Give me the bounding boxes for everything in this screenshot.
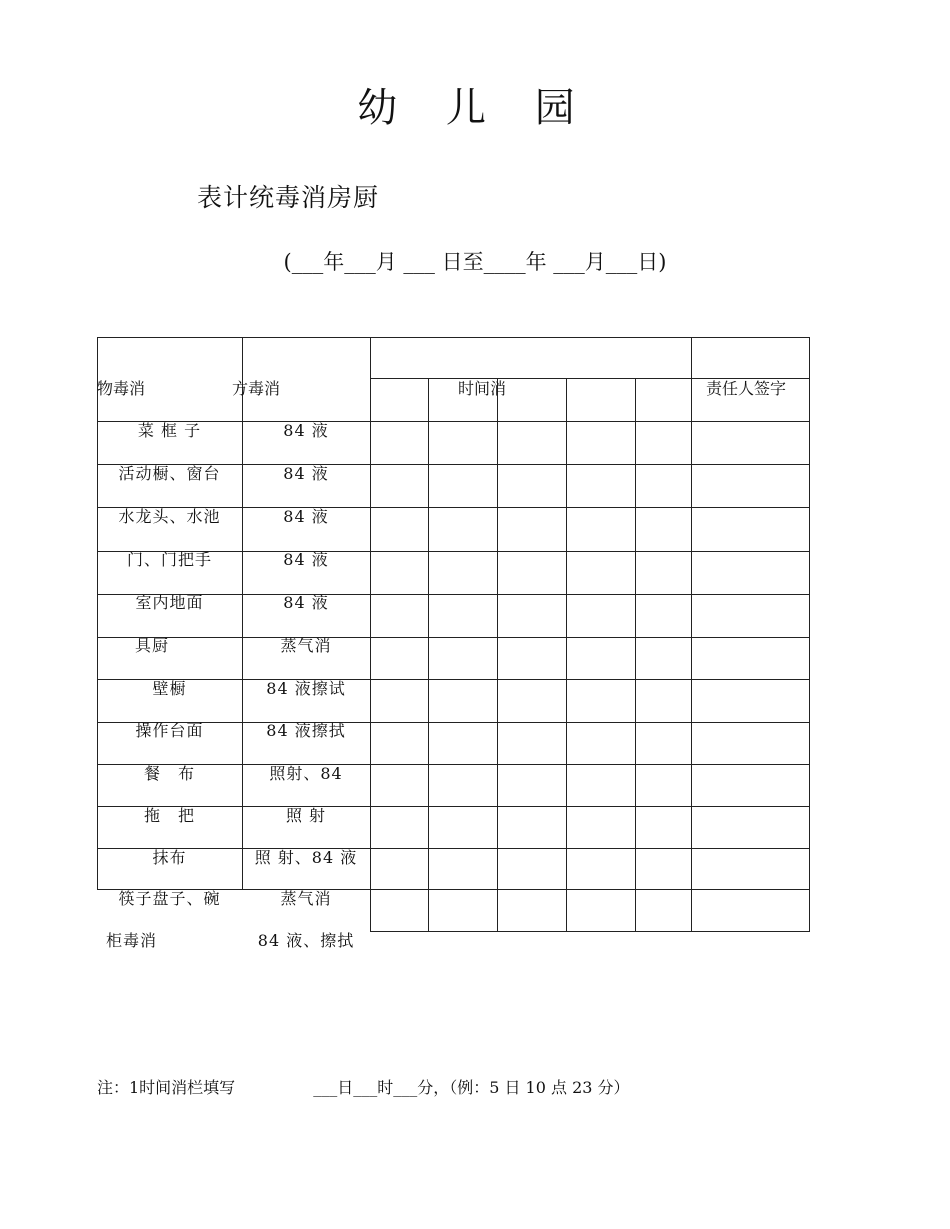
row-item: 菜 框 子 <box>137 421 202 440</box>
table-border-right <box>809 337 810 931</box>
table-col-rule <box>428 378 429 931</box>
footnote <box>97 1075 630 1098</box>
row-method: 84 液 <box>283 507 329 526</box>
date-range: (___年___月 ___ 日至____年 ___月___日) <box>283 250 667 274</box>
row-item: 拖 把 <box>143 806 195 825</box>
row-item: 活动橱、窗台 <box>118 464 221 483</box>
page-title: 幼 儿 园 <box>357 85 593 131</box>
row-method: 84 液擦拭 <box>266 721 346 740</box>
row-method: 84 液 <box>283 550 329 569</box>
row-method: 84 液 <box>283 593 329 612</box>
table-col-rule <box>635 378 636 931</box>
row-item: 室内地面 <box>135 593 204 612</box>
header-item: 物毒消 <box>97 379 146 398</box>
table-col-rule <box>566 378 567 931</box>
row-item: 水龙头、水池 <box>118 507 221 526</box>
row-method: 蒸气消 <box>280 636 332 655</box>
table-col-rule <box>370 337 371 931</box>
row-method: 84 液 <box>283 421 329 440</box>
row-item: 筷子盘子、碗 <box>118 889 221 908</box>
table-border-top <box>97 337 810 338</box>
row-item: 抹布 <box>152 848 187 867</box>
row-method: 蒸气消 <box>280 889 332 908</box>
table-rule <box>97 637 810 638</box>
row-method: 84 液、擦拭 <box>257 931 355 950</box>
row-item: 操作台面 <box>135 721 204 740</box>
row-item: 具厨 <box>135 636 170 655</box>
footnote-format: ___日___时___分，（例：5 日 10 点 23 分） <box>313 1078 630 1097</box>
table-subtitle: 表计统毒消房厨 <box>197 183 380 212</box>
row-method: 84 液 <box>283 464 329 483</box>
row-method: 84 液擦试 <box>266 679 346 698</box>
row-item: 餐 布 <box>143 764 195 783</box>
row-item: 门、门把手 <box>126 550 212 569</box>
row-item: 柜毒消 <box>106 931 158 950</box>
footnote-prefix: 注：1时间消栏填写 <box>97 1078 236 1097</box>
header-time: 时间消 <box>458 379 507 398</box>
header-method: 方毒消 <box>232 379 281 398</box>
header-signature: 责任人签字 <box>706 379 787 398</box>
table-border-bottom <box>370 931 810 932</box>
row-method: 照 射、84 液 <box>254 848 358 867</box>
row-item: 壁橱 <box>152 679 187 698</box>
row-method: 照射、84 <box>269 764 343 783</box>
table-col-rule <box>691 337 692 931</box>
row-method: 照 射 <box>285 806 327 825</box>
table-col-rule <box>497 378 498 931</box>
